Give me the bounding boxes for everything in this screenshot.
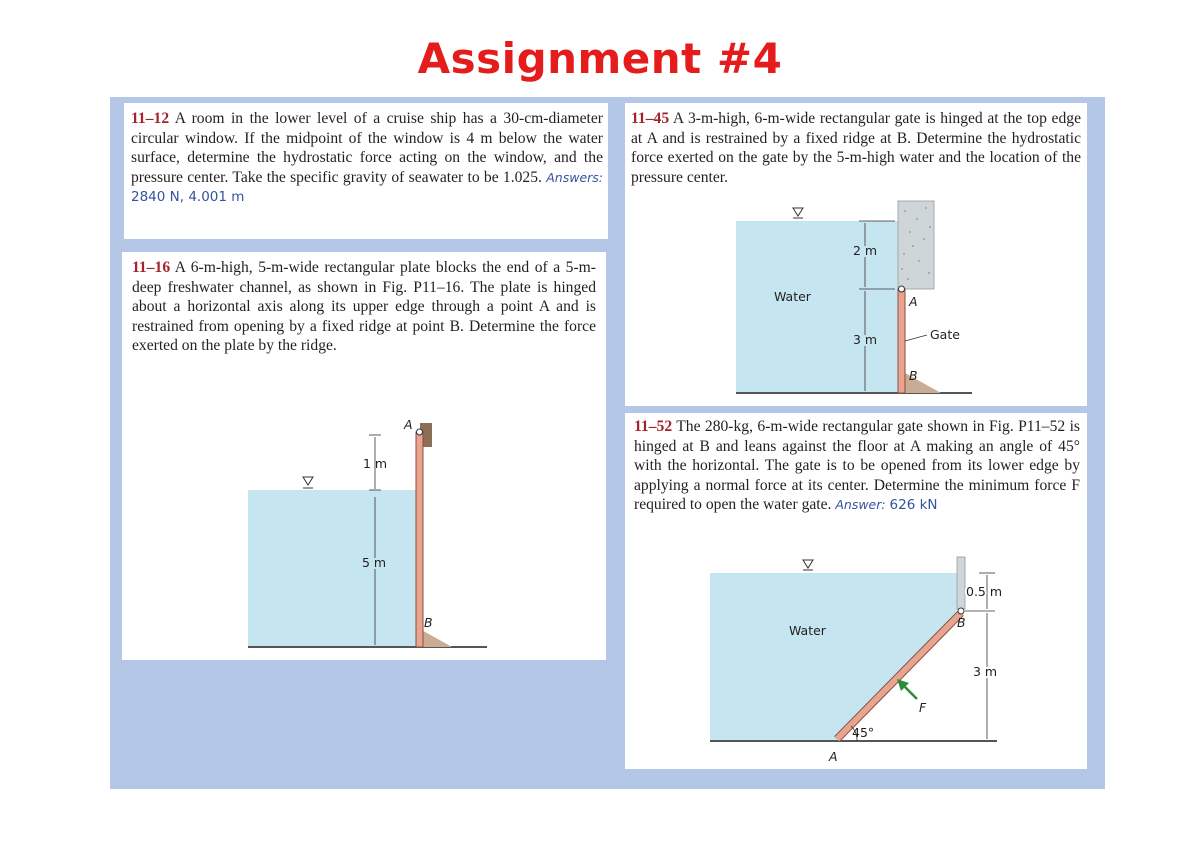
- problem-11-16-text-block: [132, 258, 596, 356]
- answer-value: 626 kN: [889, 497, 938, 514]
- problem-11-16-box: [122, 252, 606, 660]
- dim-top-label: 1 m: [363, 456, 388, 471]
- gate-plate: [898, 289, 905, 393]
- assignment-panel: [110, 97, 1105, 789]
- dim-depth-label: 5 m: [362, 555, 387, 570]
- problem-number: 11–52: [634, 418, 673, 435]
- label-b: B: [424, 615, 433, 630]
- answer-label: Answer:: [835, 497, 886, 513]
- gate-label: Gate: [930, 327, 960, 342]
- hinge-a: [899, 286, 905, 292]
- water-region: [248, 490, 416, 647]
- label-f: F: [919, 700, 927, 715]
- label-a: A: [909, 294, 918, 309]
- problem-statement: A room in the lower level of a cruise ship has a 30-cm-diameter circular window. If the midpoint of the window is 4 m below the water surface, determine the hydrostatic force acting on the window, and the pressure center. Take the specific gravity of seawater to be 1.025.: [131, 110, 603, 186]
- water-level-marker: [793, 208, 803, 216]
- angle-label: 45°: [852, 725, 875, 740]
- figure-p11-52: [625, 549, 1087, 769]
- water-label: Water: [774, 289, 811, 304]
- problem-number: 11–16: [132, 259, 171, 276]
- dim-gate-label: 3 m: [973, 664, 998, 679]
- answer-label: Answers:: [546, 169, 603, 185]
- dim-top-label: 0.5 m: [966, 584, 1003, 599]
- problem-statement: A 3-m-high, 6-m-wide rectangular gate is hinged at the top edge at A and is restrained by a fixed ridge at B. Determine the hydrostatic force exerted on the gate by the 5-m-high water and the location of the pressure center.: [631, 110, 1081, 186]
- concrete-wall: [898, 201, 934, 289]
- figure-p11-16: [122, 407, 606, 660]
- problem-11-45-box: [625, 103, 1087, 406]
- figure-p11-45: [625, 199, 1087, 406]
- water-level-marker: [803, 560, 813, 568]
- problem-statement: The 280-kg, 6-m-wide rectangular gate shown in Fig. P11–52 is hinged at B and leans against the floor at A making an angle of 45° with the horizontal. The gate is to be opened from its lower edge by applying a normal force at its center. Determine the minimum force F required to open the water gate.: [634, 418, 1081, 514]
- problem-11-52-box: [625, 413, 1087, 769]
- problem-11-52-text-block: [634, 417, 1080, 516]
- hinge-a: [417, 429, 423, 435]
- label-a: A: [404, 417, 413, 432]
- problem-statement: A 6-m-high, 5-m-wide rectangular plate blocks the end of a 5-m-deep freshwater channel, as shown in Fig. P11–16. The plate is hinged about a horizontal axis along its upper edge through a point A and is restrained from opening by a fixed ridge at point B. Determine the force exerted on the plate by the ridge.: [132, 259, 596, 355]
- answer-value: 2840 N, 4.001 m: [131, 189, 245, 206]
- water-level-marker: [303, 477, 313, 485]
- problem-11-12-box: [124, 103, 608, 239]
- hinge-b: [958, 608, 964, 614]
- dim-gate-label: 3 m: [853, 332, 878, 347]
- wall-above-hinge: [957, 557, 965, 609]
- label-b: B: [957, 615, 966, 630]
- water-label: Water: [789, 623, 826, 638]
- page-title: Assignment #4: [417, 34, 783, 83]
- label-a: A: [829, 749, 838, 764]
- problem-number: 11–45: [631, 110, 670, 127]
- dim-top-label: 2 m: [853, 243, 878, 258]
- problem-number: 11–12: [131, 110, 170, 127]
- gate-leader: [905, 335, 927, 341]
- gate-plate: [416, 432, 423, 647]
- problem-11-45-text-block: [631, 109, 1081, 187]
- problem-11-12-text-block: [131, 109, 603, 208]
- label-b: B: [909, 368, 918, 383]
